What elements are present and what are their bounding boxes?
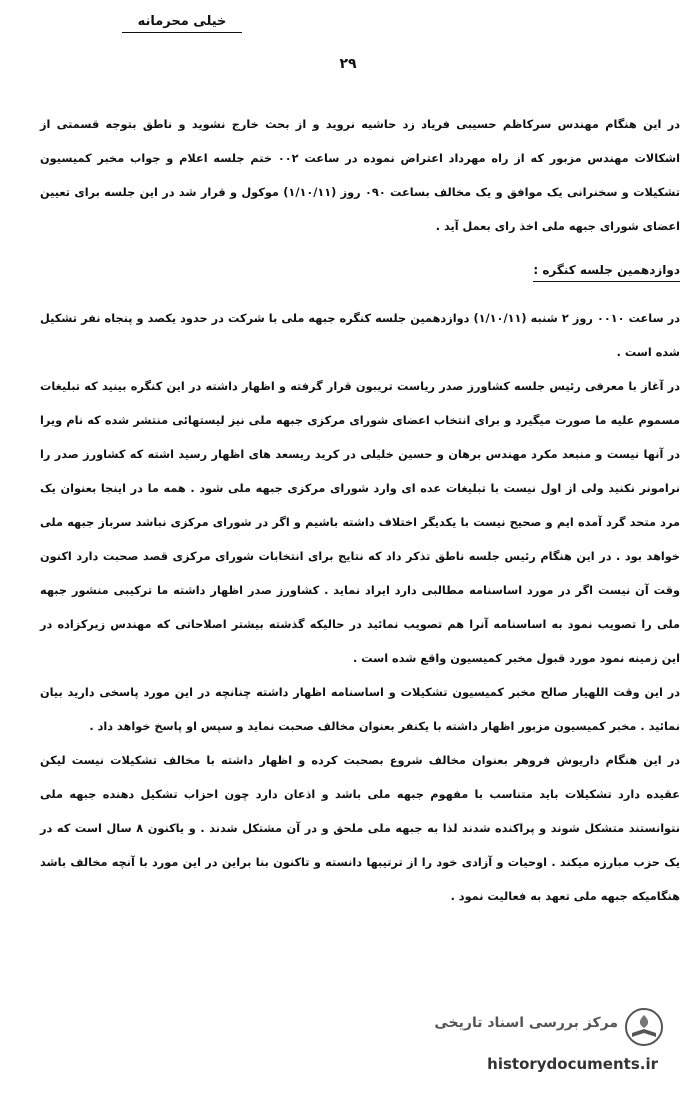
classification-label: خیلی محرمانه [112, 14, 252, 29]
page-number: ۲۹ [339, 56, 357, 72]
document-body [40, 108, 680, 914]
paragraph-3: در آغاز با معرفی رئیس جلسه کشاورز صدر ریاست تریبون قرار گرفته و اظهار داشته در این کنگره بینید که تبلیغات مسموم علیه ما صورت میگیرد و برای انتخاب اعضای شورای مرکزی جبهه ملی نیز لیستهائی منتشر شده که نام ویرا در آنها نیست و منبعد مکرد مهندس برهان و حسین خلیلی در کرید ریسعد های اظهار رسید اشته که کشاورز صدر را نرامونر نکنید ولی از اول نیست با تبلیغات عده ای وارد شورای مرکزی جبهه ملی شود . همه ما در اینجا بعنوان یک مرد متحد گرد آمده ایم و صحیح نیست با یکدیگر اختلاف داشته باشیم و اگر در شورای مرکزی نباشد سرباز جبهه ملی خواهد بود . در این هنگام رئیس جلسه ناطق تذکر داد که نتایج برای انتخابات شورای مرکزی قصد صحبت دارد اکنون وقت آن نیست اگر در مورد اساسنامه مطالبی دارد ایراد نماید . کشاورز صدر اظهار داشته ما ترکیبی منشور جبهه ملی را تصویب نمود به اساسنامه آنرا هم تصویب نمائید در حالیکه گذشته بیشتر اصلاحاتی که مهندس زیرکزاده در این زمینه نمود مورد قبول مخبر کمیسیون واقع شده است . [40, 380, 680, 665]
section-heading: دوازدهمین جلسه کنگره : [533, 259, 680, 282]
paragraph-1: در این هنگام مهندس سرکاظم حسیبی فریاد زد حاشیه نروید و از بحث خارج نشوید و ناطق بتوجه قسمتی از اشکالات مهندس مزبور که از راه مهرداد اعتراض نموده در ساعت ۰۰۲ ختم جلسه اعلام و جواب مخبر کمیسیون تشکیلات و سخنرانی یک موافق و یک مخالف بساعت ۰۹۰ روز (۱/۱۰/۱۱) موکول و قرار شد در این جلسه برای تعیین اعضای شورای جبهه ملی اخذ رای بعمل آید . [40, 118, 680, 233]
watermark-title: مرکز بررسی اسناد تاریخی [434, 1015, 618, 1031]
paragraph-2: در ساعت ۰۰۱۰ روز ۲ شنبه (۱/۱۰/۱۱) دوازدهمین جلسه کنگره جبهه ملی با شرکت در حدود یکصد و پنجاه نفر تشکیل شده است . [40, 312, 680, 359]
book-flame-logo-icon [624, 1007, 664, 1047]
paragraph-4: در این وقت اللهیار صالح مخبر کمیسیون تشکیلات و اساسنامه اظهار داشته چنانچه در این مورد پاسخی دارید بیان نمائید . مخبر کمیسیون مزبور اظهار داشته با یکنفر بعنوان مخالف صحبت نماید و سپس او پاسخ خواهد داد . [40, 686, 680, 733]
watermark-url: historydocuments.ir [487, 1055, 658, 1073]
paragraph-5: در این هنگام داریوش فروهر بعنوان مخالف شروع بصحبت کرده و اظهار داشته با مخالف تشکیلات نیست لیکن عقیده دارد تشکیلات باید متناسب با مفهوم جبهه ملی باشد و اذعان دارد چون احزاب تشکیل دهنده جبهه ملی نتوانستند متشکل شوند و پراکنده شدند لذا به جبهه ملی ملحق و در آن مشتکل شدند . و یاکنون ۸ سال است که در یک حزب مبارزه میکند . اوحیات و آزادی خود را از ترتیبها دانسته و تاکنون بنا براین در این مورد با آنچه مخالف باشد هنگامیکه جبهه ملی تعهد به فعالیت نمود . [40, 754, 680, 903]
watermark [364, 1007, 664, 1083]
